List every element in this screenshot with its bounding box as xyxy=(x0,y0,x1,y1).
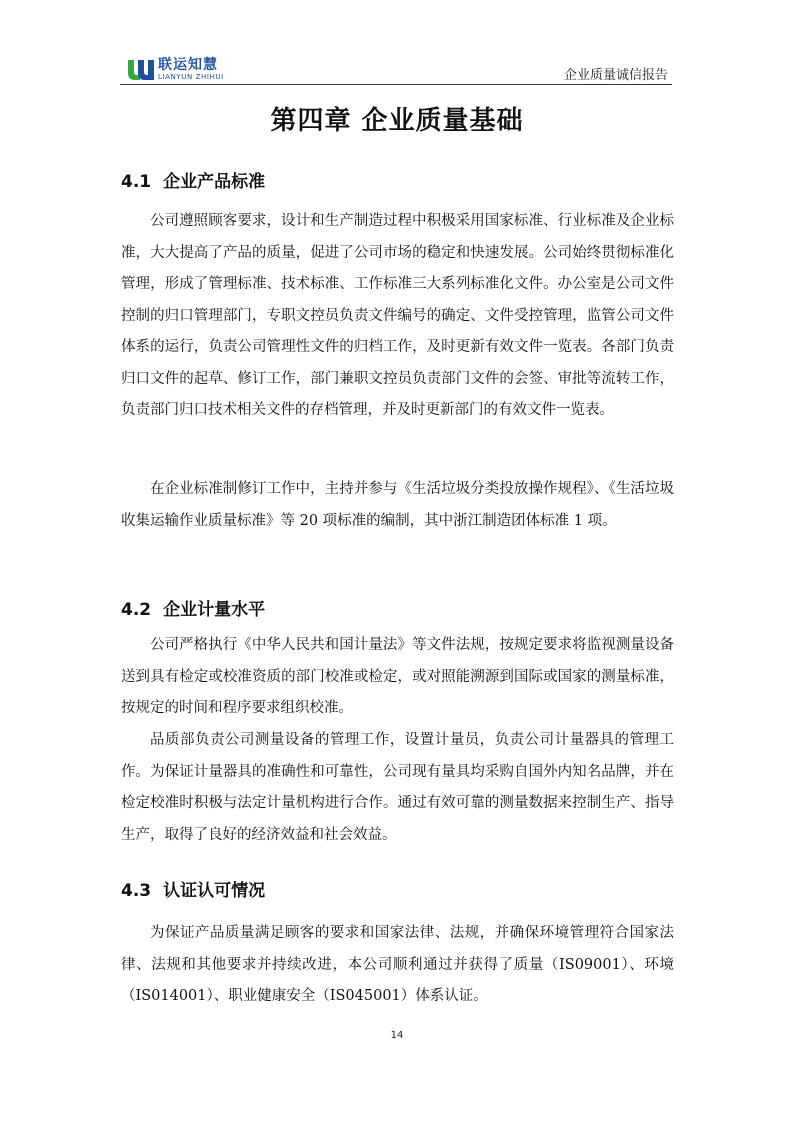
paragraph: 在企业标准制修订工作中，主持并参与《生活垃圾分类投放操作规程》、《生活垃圾收集运输作业质量标准》等 20 项标准的编制，其中浙江制造团体标准 1 项。 xyxy=(121,481,674,529)
paragraph: 为保证产品质量满足顾客的要求和国家法律、法规，并确保环境管理符合国家法律、法规和其他要求并持续改进，本公司顺利通过并获得了质量（IS09001）、环境（IS014001）、职业健康安全（IS045001）体系认证。 xyxy=(121,925,674,1004)
section-number: 4.1 xyxy=(121,172,152,192)
report-title: 企业质量诚信报告 xyxy=(563,68,668,83)
logo-english-name: LIANYUN ZHIHUI xyxy=(158,73,224,81)
section-heading-4-2 xyxy=(121,595,265,620)
paragraph: 公司遵照顾客要求，设计和生产制造过程中积极采用国家标准、行业标准及企业标准，大大提高了产品的质量，促进了公司市场的稳定和快速发展。公司始终贯彻标准化管理，形成了管理标准、技术标准、工作标准三大系列标准化文件。办公室是公司文件控制的归口管理部门，专职文控员负责文件编号的确定、文件受控管理，监管公司文件体系的运行，负责公司管理性文件的归档工作，及时更新有效文件一览表。各部门负责归口文件的起草、修订工作，部门兼职文控员负责部门文件的会签、审批等流转工作，负责部门归口技术相关文件的存档管理，并及时更新部门的有效文件一览表。 xyxy=(121,213,674,418)
section-title: 企业产品标准 xyxy=(163,172,266,192)
section-heading-4-3 xyxy=(121,876,265,901)
chapter-title: 第四章 企业质量基础 xyxy=(270,106,524,136)
paragraph: 公司严格执行《中华人民共和国计量法》等文件法规，按规定要求将监视测量设备送到具有检定或校准资质的部门校准或检定，或对照能溯源到国际或国家的测量标准，按规定的时间和程序要求组织校准。 xyxy=(121,637,674,716)
section-heading-4-1 xyxy=(121,167,265,192)
section-number: 4.3 xyxy=(121,881,152,901)
section-title: 认证认可情况 xyxy=(163,881,266,901)
section-title: 企业计量水平 xyxy=(163,600,266,620)
paragraph: 品质部负责公司测量设备的管理工作，设置计量员，负责公司计量器具的管理工作。为保证计量器具的准确性和可靠性，公司现有量具均采购自国外内知名品牌，并在检定校准时积极与法定计量机构进行合作。通过有效可靠的测量数据来控制生产、指导生产，取得了良好的经济效益和社会效益。 xyxy=(121,732,674,843)
section-number: 4.2 xyxy=(121,600,152,620)
page-header xyxy=(120,52,672,85)
logo-chinese-name: 联运知慧 xyxy=(158,57,218,73)
page-number: 14 xyxy=(390,1030,404,1041)
logo-mark-icon xyxy=(126,58,154,80)
company-logo xyxy=(126,58,224,84)
